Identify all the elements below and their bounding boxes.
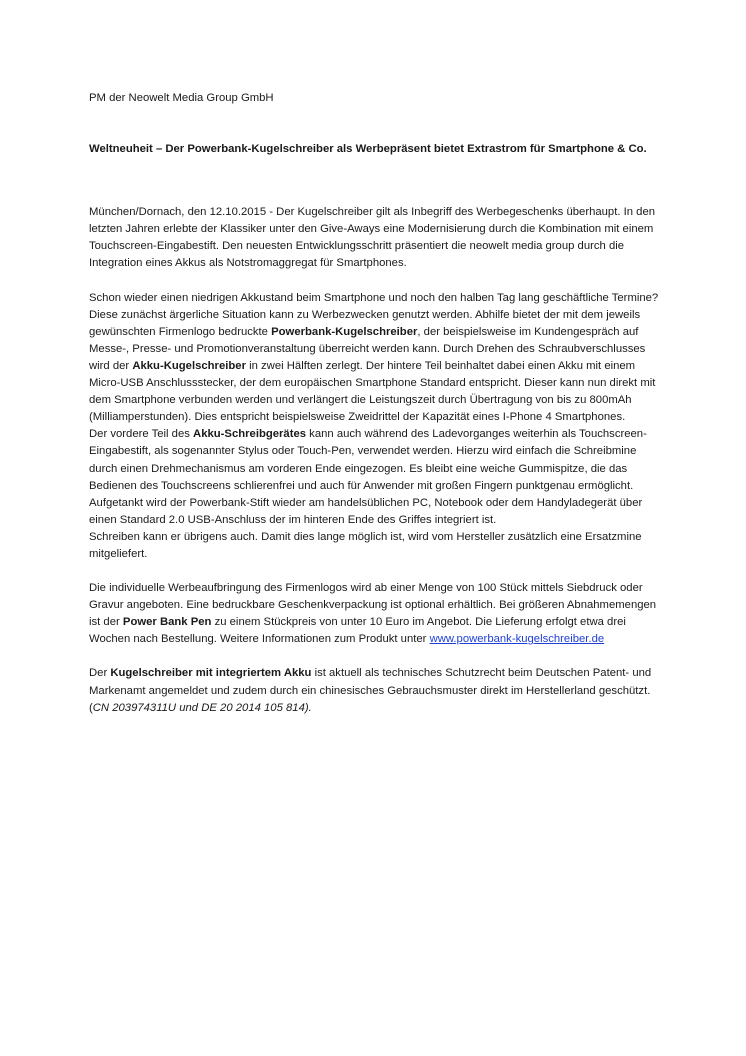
text-run: Der vordere Teil des <box>89 428 194 441</box>
bold-term-power-bank-pen: Power Bank Pen <box>122 616 212 629</box>
bold-term-powerbank-kugelschreiber: Powerbank-Kugelschreiber <box>271 325 418 338</box>
text-run: ist aktuell als technisches Schutzrecht beim Deutschen Patent- und Markenamt angemeldet und zudem durch ein chinesisches Gebrauchsmuster direkt im Herstellerland geschützt. ( <box>89 667 652 714</box>
paragraph-schutzrecht <box>89 665 664 716</box>
bold-term-akku-kugelschreiber: Akku-Kugelschreiber <box>132 359 246 372</box>
paragraph-stylus <box>89 426 664 529</box>
paragraph-werbeaufbringung <box>89 580 664 648</box>
text-run: , der beispielsweise im Kundengespräch auf Messe-, Presse- und Promotionveranstaltung überreicht werden kann. Durch Drehen des Schraubverschlusses wird der <box>89 325 646 372</box>
sender-line: PM der Neowelt Media Group GmbH <box>89 92 274 104</box>
product-website-link[interactable]: www.powerbank-kugelschreiber.de <box>429 633 605 646</box>
text-run: Die individuelle Werbeaufbringung des Firmenlogos wird ab einer Menge von 100 Stück mittels Siebdruck oder Gravur angeboten. Eine bedruckbare Geschenkverpackung ist optional erhältlich. Bei größeren Abnahmemengen ist der <box>89 582 657 629</box>
text-run: kann auch während des Ladevorganges weiterhin als Touchscreen-Eingabestift, als sogenannter Stylus oder Touch-Pen, verwendet werden. Hierzu wird einfach die Schreibmine durch einen Drehmechanismus am vorderen Ende eingezogen. Es bleibt eine weiche Gummispitze, die das Bedienen des Touchscreens schlierenfrei und auch für Anwender mit großen Fingern punktgenau ermöglicht. Aufgetankt wird der Powerbank-Stift wieder am handelsüblichen PC, Notebook oder dem Handyladegerät über einen Standard 2.0 USB-Anschluss der im hinteren Ende des Griffes integriert ist. <box>89 428 647 526</box>
patent-numbers: CN 203974311U und DE 20 2014 105 814). <box>92 701 312 714</box>
paragraph-intro: München/Dornach, den 12.10.2015 - Der Kugelschreiber gilt als Inbegriff des Werbegeschenks überhaupt. In den letzten Jahren erlebte der Klassiker unter den Give-Aways eine Modernisierung durch die Kombination mit einem Touchscreen-Eingabestift. Den neuesten Entwicklungsschritt präsentiert die neowelt media group durch die Integration eines Akkus als Notstromaggregat für Smartphones. <box>89 206 656 270</box>
headline: Weltneuheit – Der Powerbank-Kugelschreiber als Werbepräsent bietet Extrastrom für Smartphone & Co. <box>89 143 647 156</box>
paragraph-powerbank <box>89 290 664 427</box>
text-run: Schon wieder einen niedrigen Akkustand beim Smartphone und noch den halben Tag lang geschäftliche Termine? Diese zunächst ärgerliche Situation kann zu Werbezwecken genutzt werden. Abhilfe bietet der mit dem jeweils gewünschten Firmenlogo bedruckte <box>89 291 659 338</box>
text-run: Der <box>89 667 111 680</box>
paragraph-ersatzmine: Schreiben kann er übrigens auch. Damit dies lange möglich ist, wird vom Hersteller zusätzlich eine Ersatzmine mitgeliefert. <box>89 530 642 560</box>
press-release-page <box>89 90 664 717</box>
text-run: zu einem Stückpreis von unter 10 Euro im Angebot. Die Lieferung erfolgt etwa drei Wochen nach Bestellung. Weitere Informationen zum Produkt unter <box>89 616 626 646</box>
bold-term-kugelschreiber-mit-akku: Kugelschreiber mit integriertem Akku <box>110 667 312 680</box>
bold-term-akku-schreibgeraet: Akku-Schreibgerätes <box>193 428 307 441</box>
text-run: in zwei Hälften zerlegt. Der hintere Teil beinhaltet dabei einen Akku mit einem Micro-USB Anschlussstecker, der dem europäischen Smartphone Standard entspricht. Dieser kann nun direkt mit dem Smartphone verbunden werden und verlängert die Leistungszeit durch Übertragung von bis zu 800mAh (Milliamperstunden). Dies entspricht beispielsweise Zweidrittel der Kapazität eines I-Phone 4 Smartphones. <box>89 359 656 424</box>
